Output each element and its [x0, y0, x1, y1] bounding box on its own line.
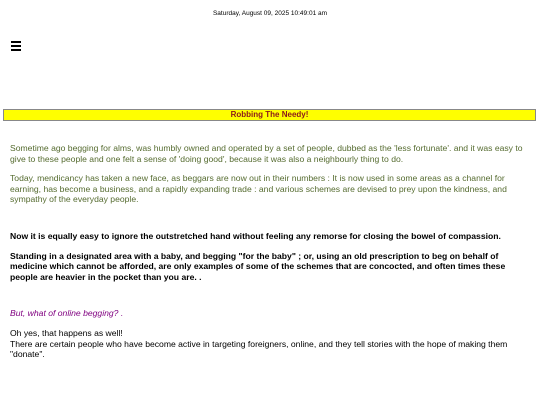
article-paragraph-4: Standing in a designated area with a baby, and begging "for the baby" ; or, using an old prescription to beg on behalf of medicine which cannot be afforded, are only examples of some of the schemes that are concocted, and often times these people are heavier in the pocket than you are. . [10, 250, 506, 282]
article-paragraph-1: Sometime ago begging for alms, was humbly owned and operated by a set of people, dubbed as the 'less fortunate'. and it was easy to give to these people and one felt a sense of 'doing good', because it was also a neighbourly thing to do. [10, 143, 523, 164]
article-paragraph-7: There are certain people who have become active in targeting foreigners, online, and they tell stories with the hope of making them "donate". [10, 338, 508, 360]
article-paragraph-5: But, what of online begging? . [10, 308, 124, 319]
article-title-banner: Robbing The Needy! [3, 109, 536, 121]
timestamp: Saturday, August 09, 2025 10:49:01 am [212, 10, 328, 17]
article-paragraph-2: Today, mendicancy has taken a new face, as beggars are now out in their numbers : It is now used in some areas as a channel for earning, has become a business, and a rapidly expanding trade : and various schemes are devised to prey upon the kindness, and sympathy of the everyday people. [10, 173, 507, 205]
article-paragraph-6: Oh yes, that happens as well! [10, 327, 123, 338]
article-body [10, 143, 534, 369]
hamburger-line [11, 49, 21, 51]
article-paragraph-3: Now it is equally easy to ignore the outstretched hand without feeling any remorse for closing the bowel of compassion. [10, 230, 501, 241]
hamburger-line [11, 41, 21, 43]
hamburger-line [11, 45, 21, 47]
hamburger-icon[interactable] [11, 41, 23, 53]
